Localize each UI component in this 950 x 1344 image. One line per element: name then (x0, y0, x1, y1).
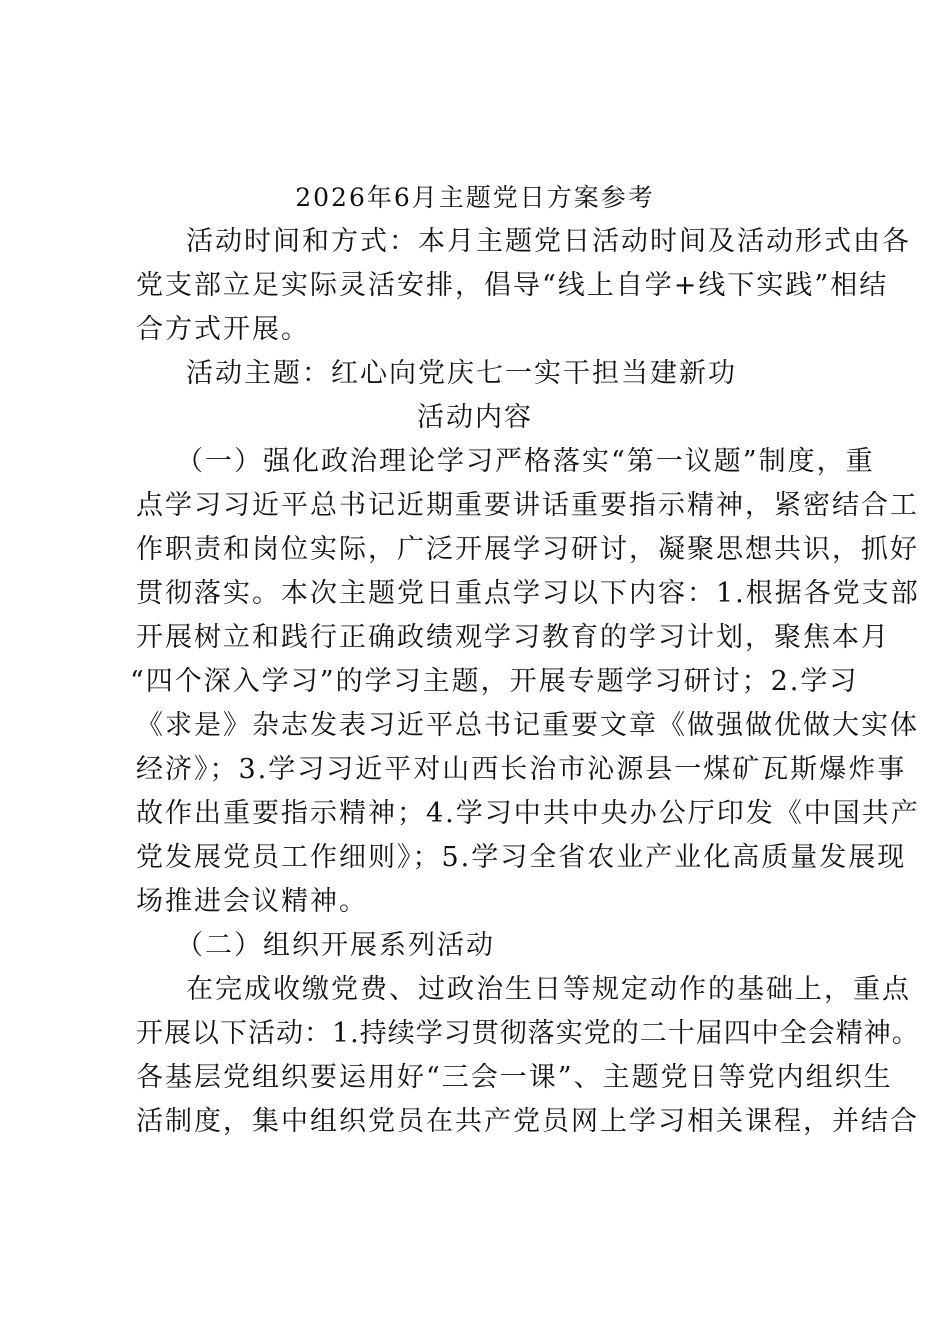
paragraph-line: 活动主题：红心向党庆七一实干担当建新功 (186, 358, 737, 389)
paragraph-line: 活动时间和方式：本月主题党日活动时间及活动形式由各 (186, 226, 911, 257)
paragraph-line: 贯彻落实。本次主题党日重点学习以下内容：1.根据各党支部 (136, 578, 920, 609)
paragraph-line: 开展以下活动：1.持续学习贯彻落实党的二十届四中全会精神。 (136, 1018, 920, 1049)
paragraph-line: 开展树立和践行正确政绩观学习教育的学习计划，聚焦本月 (136, 622, 890, 653)
paragraph-line: 党发展党员工作细则》；5.学习全省农业产业化高质量发展现 (136, 842, 907, 873)
paragraph-line: 在完成收缴党费、过政治生日等规定动作的基础上，重点 (186, 974, 911, 1005)
paragraph-line: （二）组织开展系列活动 (176, 930, 495, 961)
document-title: 2026年6月主题党日方案参考 (295, 183, 655, 212)
paragraph-line: （一）强化政治理论学习严格落实“第一议题”制度，重 (176, 446, 875, 477)
paragraph-line: 经济》；3.学习习近平对山西长治市沁源县一煤矿瓦斯爆炸事 (136, 754, 907, 785)
paragraph-line: 各基层党组织要运用好“三会一课”、主题党日等党内组织生 (136, 1062, 893, 1093)
paragraph-line: “四个深入学习”的学习主题，开展专题学习研讨；2.学习 (130, 666, 859, 697)
paragraph-line: 党支部立足实际灵活安排，倡导“线上自学+线下实践”相结 (136, 270, 889, 301)
section-heading: 活动内容 (417, 402, 533, 433)
paragraph-line: 场推进会议精神。 (136, 886, 368, 917)
paragraph-line: 故作出重要指示精神；4.学习中共中央办公厅印发《中国共产 (136, 798, 920, 829)
paragraph-line: 《求是》杂志发表习近平总书记重要文章《做强做优做大实体 (136, 710, 919, 741)
paragraph-line: 活制度，集中组织党员在共产党员网上学习相关课程，并结合 (136, 1106, 919, 1137)
paragraph-line: 合方式开展。 (136, 314, 310, 345)
paragraph-line: 点学习习近平总书记近期重要讲话重要指示精神，紧密结合工 (136, 490, 919, 521)
paragraph-line: 作职责和岗位实际，广泛开展学习研讨，凝聚思想共识，抓好 (136, 534, 919, 565)
